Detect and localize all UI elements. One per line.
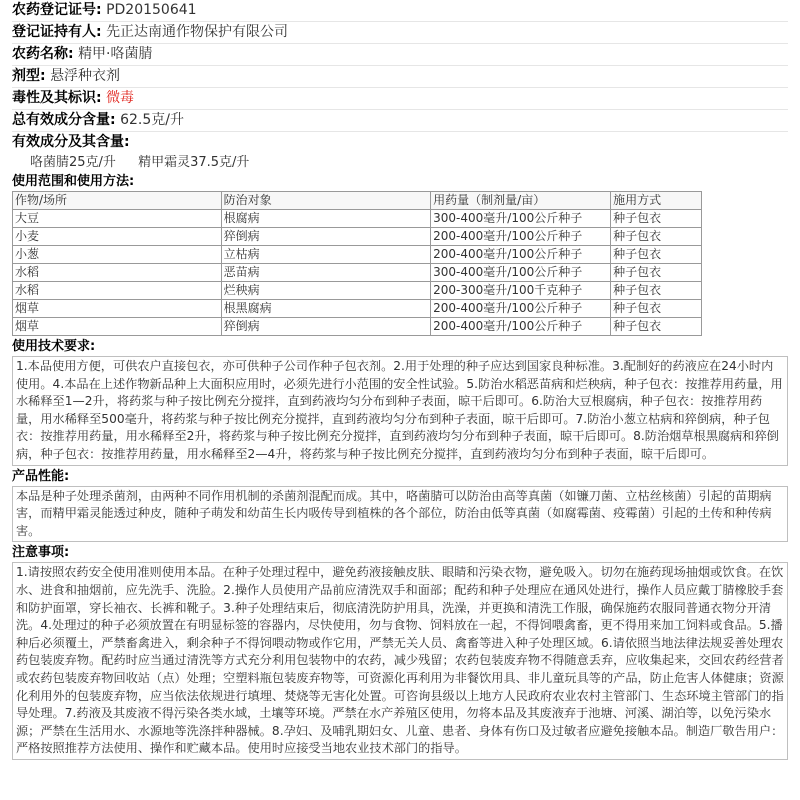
- table-row: [13, 282, 702, 300]
- cell-dosage: 300-400毫升/100公斤种子: [431, 210, 611, 228]
- ingredients-list: [12, 153, 788, 173]
- formulation-value: 悬浮种衣剂: [50, 68, 121, 84]
- cell-method: 种子包衣: [611, 300, 702, 318]
- toxicity-label: 毒性及其标识:: [12, 90, 102, 106]
- cell-dosage: 300-400毫升/100公斤种子: [431, 264, 611, 282]
- tech-paragraph: 1.本品使用方便，可供农户直接包衣，亦可供种子公司作种子包衣剂。2.用于处理的种子应达到国家良种标准。3.配制好的药液应在24小时内使用。4.本品在上述作物新品种上大面积应用时，必须先进行小范围的安全性试验。5.防治水稻恶苗病和烂秧病，种子包衣：按推荐用药量，用水稀释至1—2升，将药浆与种子按比例充分搅拌，直到药液均匀分布到种子表面，晾干后即可。6.防治大豆根腐病，种子包衣：按推荐用药量，用水稀释至500毫升，将药浆与种子按比例充分搅拌，直到药液均匀分布到种子表面，晾干后即可。7.防治小葱立枯病和猝倒病，种子包衣：按推荐用药量，用水稀释至2升，将药浆与种子按比例充分搅拌，直到药液均匀分布到种子表面，晾干后即可。8.防治烟草根黑腐病和猝倒病，种子包衣：按推荐用药量，用水稀释至2—4升，将药浆与种子按比例充分搅拌，直到药液均匀分布到种子表面，晾干后即可。: [12, 356, 788, 466]
- table-row: [13, 246, 702, 264]
- ingredients-label: 有效成分及其含量:: [12, 134, 130, 150]
- holder-label: 登记证持有人:: [12, 24, 102, 40]
- cell-dosage: 200-400毫升/100公斤种子: [431, 246, 611, 264]
- cell-crop: 水稻: [13, 264, 222, 282]
- total-content-value: 62.5克/升: [120, 112, 184, 128]
- performance-title: 产品性能:: [12, 468, 70, 484]
- product-name-value: 精甲·咯菌腈: [78, 46, 153, 62]
- product-name-label: 农药名称:: [12, 46, 74, 62]
- notes-paragraph: 1.请按照农药安全使用准则使用本品。在种子处理过程中，避免药液接触皮肤、眼睛和污染衣物，避免吸入。切勿在施药现场抽烟或饮食。在饮水、进食和抽烟前，应先洗手、洗脸。2.操作人员使用产品前应清洗双手和面部；配药和种子处理应在通风处进行，操作人员应戴丁腈橡胶手套和防护面罩，穿长袖衣、长裤和靴子。3.种子处理结束后，彻底清洗防护用具，洗澡，并更换和清洗工作服，确保施药农服同普通衣物分开清洗。4.处理过的种子必须放置在有明显标签的容器内，尽快使用，勿与食物、饲料放在一起，不得饲喂禽畜，更不得用来加工饲料或食品。5.播种后必须覆土，严禁畜禽进入，剩余种子不得饲喂动物或作它用，严禁无关人员、禽畜等进入种子处理区域。6.请依照当地法律法规妥善处理农药包装废弃物。配药时应当通过清洗等方式充分利用包装物中的农药，减少残留；农药包装废弃物不得随意丢弃，应收集起来，交回农药经营者或农药包装废弃物回收站（点）处理；空塑料瓶包装废弃物等，可资源化再利用为非餐饮用具、非儿童玩具等的产品，防止危害人体健康；资源化利用外的包装废弃物，应当依法依规进行填埋、焚烧等无害化处置。可咨询县级以上地方人民政府农业农村主管部门、生态环境主管部门的指导处理。7.药液及其废液不得污染各类水域，土壤等环境。严禁在水产养殖区使用，勿将本品及其废液弃于池塘、河溪、湖泊等，以免污染水源；严禁在生活用水、水源地等洗涤拌种器械。8.孕妇、及哺乳期妇女、儿童、患者、身体有伤口及过敏者应避免接触本品。制造厂敬告用户：严格按照推荐方法使用、操作和贮藏本品。使用时应接受当地农业技术部门的指导。: [12, 562, 788, 760]
- holder-row: [12, 22, 788, 44]
- cell-crop: 大豆: [13, 210, 222, 228]
- cell-crop: 烟草: [13, 300, 222, 318]
- table-row: [13, 210, 702, 228]
- cell-dosage: 200-400毫升/100公斤种子: [431, 300, 611, 318]
- cell-target: 猝倒病: [221, 228, 431, 246]
- col-header-crop: 作物/场所: [13, 192, 222, 210]
- col-header-target: 防治对象: [221, 192, 431, 210]
- tech-title: 使用技术要求:: [12, 339, 96, 354]
- reg-no-row: [12, 0, 788, 22]
- performance-paragraph: 本品是种子处理杀菌剂，由两种不同作用机制的杀菌剂混配而成。其中，咯菌腈可以防治由高等真菌（如镰刀菌、立枯丝核菌）引起的苗期病害，而精甲霜灵能透过种皮，随种子萌发和幼苗生长内吸传导到植株的各个部位，防治由低等真菌（如腐霉菌、疫霉菌）引起的土传和种传病害。: [12, 486, 788, 543]
- formulation-label: 剂型:: [12, 68, 46, 84]
- col-header-method: 施用方式: [611, 192, 702, 210]
- usage-header-row: [13, 192, 702, 210]
- ingredients-row: [12, 132, 788, 153]
- table-row: [13, 228, 702, 246]
- cell-target: 根黑腐病: [221, 300, 431, 318]
- cell-target: 立枯病: [221, 246, 431, 264]
- ingredient-item: 精甲霜灵37.5克/升: [138, 155, 250, 170]
- cell-method: 种子包衣: [611, 318, 702, 336]
- usage-title: 使用范围和使用方法:: [12, 174, 135, 189]
- toxicity-value: 微毒: [106, 90, 135, 106]
- cell-dosage: 200-400毫升/100公斤种子: [431, 228, 611, 246]
- table-row: [13, 300, 702, 318]
- cell-target: 根腐病: [221, 210, 431, 228]
- cell-method: 种子包衣: [611, 282, 702, 300]
- cell-method: 种子包衣: [611, 228, 702, 246]
- usage-table: [12, 191, 702, 336]
- ingredient-item: 咯菌腈25克/升: [30, 155, 116, 170]
- holder-value: 先正达南通作物保护有限公司: [106, 24, 289, 40]
- cell-crop: 小麦: [13, 228, 222, 246]
- table-row: [13, 318, 702, 336]
- cell-dosage: 200-400毫升/100公斤种子: [431, 318, 611, 336]
- cell-crop: 水稻: [13, 282, 222, 300]
- reg-no-value: PD20150641: [106, 2, 197, 18]
- table-row: [13, 264, 702, 282]
- cell-method: 种子包衣: [611, 264, 702, 282]
- formulation-row: [12, 66, 788, 88]
- cell-method: 种子包衣: [611, 210, 702, 228]
- cell-dosage: 200-300毫升/100千克种子: [431, 282, 611, 300]
- reg-no-label: 农药登记证号:: [12, 2, 102, 18]
- cell-crop: 小葱: [13, 246, 222, 264]
- notes-title: 注意事项:: [12, 545, 70, 561]
- toxicity-row: [12, 88, 788, 110]
- cell-target: 烂秧病: [221, 282, 431, 300]
- cell-target: 恶苗病: [221, 264, 431, 282]
- name-row: [12, 44, 788, 66]
- cell-method: 种子包衣: [611, 246, 702, 264]
- total-content-row: [12, 110, 788, 132]
- col-header-dosage: 用药量（制剂量/亩）: [431, 192, 611, 210]
- total-content-label: 总有效成分含量:: [12, 112, 116, 128]
- cell-crop: 烟草: [13, 318, 222, 336]
- cell-target: 猝倒病: [221, 318, 431, 336]
